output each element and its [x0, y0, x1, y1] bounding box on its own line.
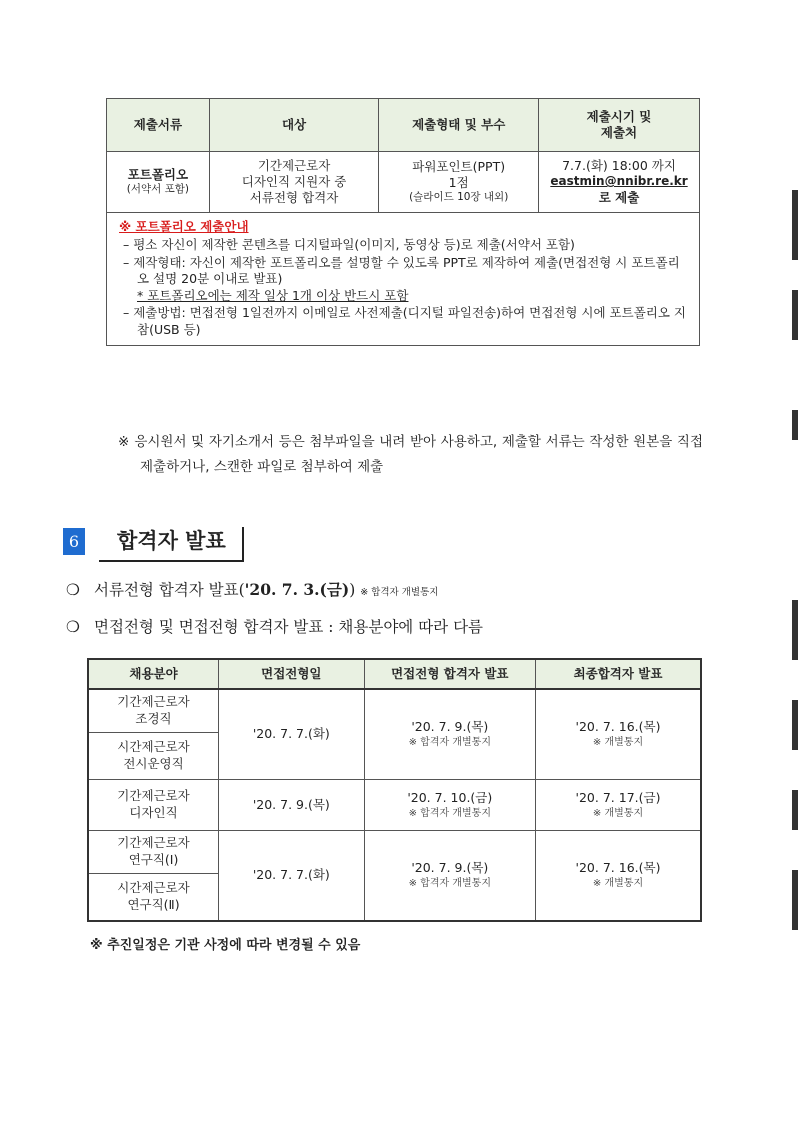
target-line3: 서류전형 합격자: [249, 190, 339, 206]
notes-line3: * 포트폴리오에는 제작 일상 1개 이상 반드시 포함: [137, 288, 409, 303]
table-row: [88, 780, 701, 831]
pass-note: ※ 합격자 개별통지: [408, 878, 491, 890]
doc-line2: (서약서 포함): [126, 183, 189, 196]
interview-pass-cell: [364, 689, 535, 780]
target-line2: 디자인직 지원자 중: [241, 173, 347, 189]
bullet2-text: 면접전형 및 면접전형 합격자 발표 : 채용분야에 따라 다름: [94, 618, 484, 636]
interview-pass-cell: [364, 831, 535, 922]
email-link[interactable]: eastmin@nnibr.re.kr: [550, 174, 688, 189]
edge-mark: [792, 600, 798, 660]
attachment-notice: [118, 430, 703, 480]
cell-form: [379, 152, 539, 213]
field-cell: [88, 874, 219, 922]
final-pass-cell: [536, 831, 701, 922]
form-line2: 1점: [448, 175, 469, 191]
interview-date-cell: '20. 7. 7.(화): [219, 831, 365, 922]
final-note: ※ 개별통지: [592, 807, 644, 819]
header-interview-date: 면접전형일: [219, 659, 365, 689]
final-date: '20. 7. 16.(목): [575, 860, 661, 876]
edge-mark: [792, 870, 798, 930]
edge-mark: [792, 410, 798, 440]
header-form: 제출형태 및 부수: [379, 99, 539, 152]
edge-mark: [792, 700, 798, 750]
notes-title: ※ 포트폴리오 제출안내: [119, 219, 249, 234]
attachment-notice-text: ※ 응시원서 및 자기소개서 등은 첨부파일을 내려 받아 사용하고, 제출할 서류는 작성한 원본을 직접 제출하거나, 스캔한 파일로 첨부하여 제출: [118, 434, 703, 475]
final-note: ※ 개별통지: [592, 878, 644, 890]
notes-line1: – 평소 자신이 제작한 콘텐츠를 디지털파일(이미지, 동영상 등)로 제출(서약서 포함): [123, 237, 575, 253]
interview-date-cell: '20. 7. 9.(목): [219, 780, 365, 831]
edge-mark: [792, 190, 798, 260]
when-line1: 7.7.(화) 18:00 까지: [562, 157, 676, 173]
final-note: ※ 개별통지: [592, 737, 644, 749]
field-line1: 시간제근로자: [117, 739, 190, 755]
form-line1: 파워포인트(PPT): [412, 158, 506, 174]
cell-target: [209, 152, 379, 213]
submission-table-header: [107, 99, 700, 152]
notes-line2: – 제작형태: 자신이 제작한 포트폴리오를 설명할 수 있도록 PPT로 제작하여 제출(면접전형 시 포트폴리오 설명 20분 이내로 발표): [123, 254, 680, 286]
field-line2: 전시운영직: [123, 756, 184, 771]
bullet-document-result: [66, 578, 438, 600]
edge-mark: [792, 790, 798, 830]
field-line2: 연구직(Ⅱ): [127, 897, 180, 912]
final-date: '20. 7. 16.(목): [575, 719, 661, 735]
circle-bullet-icon: ❍: [66, 618, 80, 636]
header-field: 채용분야: [88, 659, 219, 689]
bullet1-close: ): [349, 581, 356, 599]
notes-row: [107, 213, 700, 346]
edge-mark: [792, 290, 798, 340]
table-row: [88, 831, 701, 874]
portfolio-notes: [107, 213, 700, 346]
header-when: 제출시기 및 제출처: [539, 99, 700, 152]
field-cell: [88, 780, 219, 831]
target-line1: 기간제근로자: [257, 157, 331, 173]
interview-pass-cell: [364, 780, 535, 831]
field-line1: 기간제근로자: [117, 788, 190, 804]
doc-line1: 포트폴리오: [127, 167, 189, 183]
bullet1-text: 서류전형 합격자 발표(: [94, 581, 245, 599]
bullet-interview-result: [66, 615, 483, 637]
header-final-pass: 최종합격자 발표: [536, 659, 701, 689]
final-pass-cell: [536, 689, 701, 780]
pass-date: '20. 7. 10.(금): [407, 789, 493, 805]
field-cell: [88, 831, 219, 874]
section-number: 6: [63, 528, 85, 555]
pass-note: ※ 합격자 개별통지: [408, 807, 491, 819]
pass-date: '20. 7. 9.(목): [411, 719, 489, 735]
submission-row: [107, 152, 700, 213]
circle-bullet-icon: ❍: [66, 581, 80, 599]
final-date: '20. 7. 17.(금): [575, 789, 661, 805]
bullet1-note: ※ 합격자 개별통지: [360, 587, 439, 598]
cell-when: [539, 152, 700, 213]
field-line2: 조경직: [135, 711, 172, 726]
section-title: 합격자 발표: [99, 527, 244, 562]
field-cell: [88, 689, 219, 733]
header-doc: 제출서류: [107, 99, 210, 152]
notes-line4: – 제출방법: 면접전형 1일전까지 이메일로 사전제출(디지털 파일전송)하여 면접전형 시에 포트폴리오 지참(USB 등): [123, 305, 686, 337]
table-row: [88, 689, 701, 733]
pass-date: '20. 7. 9.(목): [411, 860, 489, 876]
schedule-header: [88, 659, 701, 689]
when-line3: 로 제출: [598, 189, 640, 205]
submission-table: [106, 98, 700, 346]
header-interview-pass: 면접전형 합격자 발표: [364, 659, 535, 689]
schedule-footnote: ※ 추진일정은 기관 사정에 따라 변경될 수 있음: [90, 938, 361, 953]
field-line1: 기간제근로자: [117, 694, 190, 710]
field-line1: 시간제근로자: [117, 880, 190, 896]
pass-note: ※ 합격자 개별통지: [408, 737, 491, 749]
form-line3: (슬라이드 10장 내외): [409, 191, 509, 204]
field-line2: 연구직(Ⅰ): [128, 852, 179, 867]
interview-date-cell: '20. 7. 7.(화): [219, 689, 365, 780]
field-line1: 기간제근로자: [117, 835, 190, 851]
field-line2: 디자인직: [129, 805, 178, 820]
final-pass-cell: [536, 780, 701, 831]
field-cell: [88, 733, 219, 780]
bullet1-date: '20. 7. 3.(금): [244, 580, 350, 599]
schedule-table: [87, 658, 702, 922]
cell-doc: [107, 152, 210, 213]
header-target: 대상: [209, 99, 379, 152]
